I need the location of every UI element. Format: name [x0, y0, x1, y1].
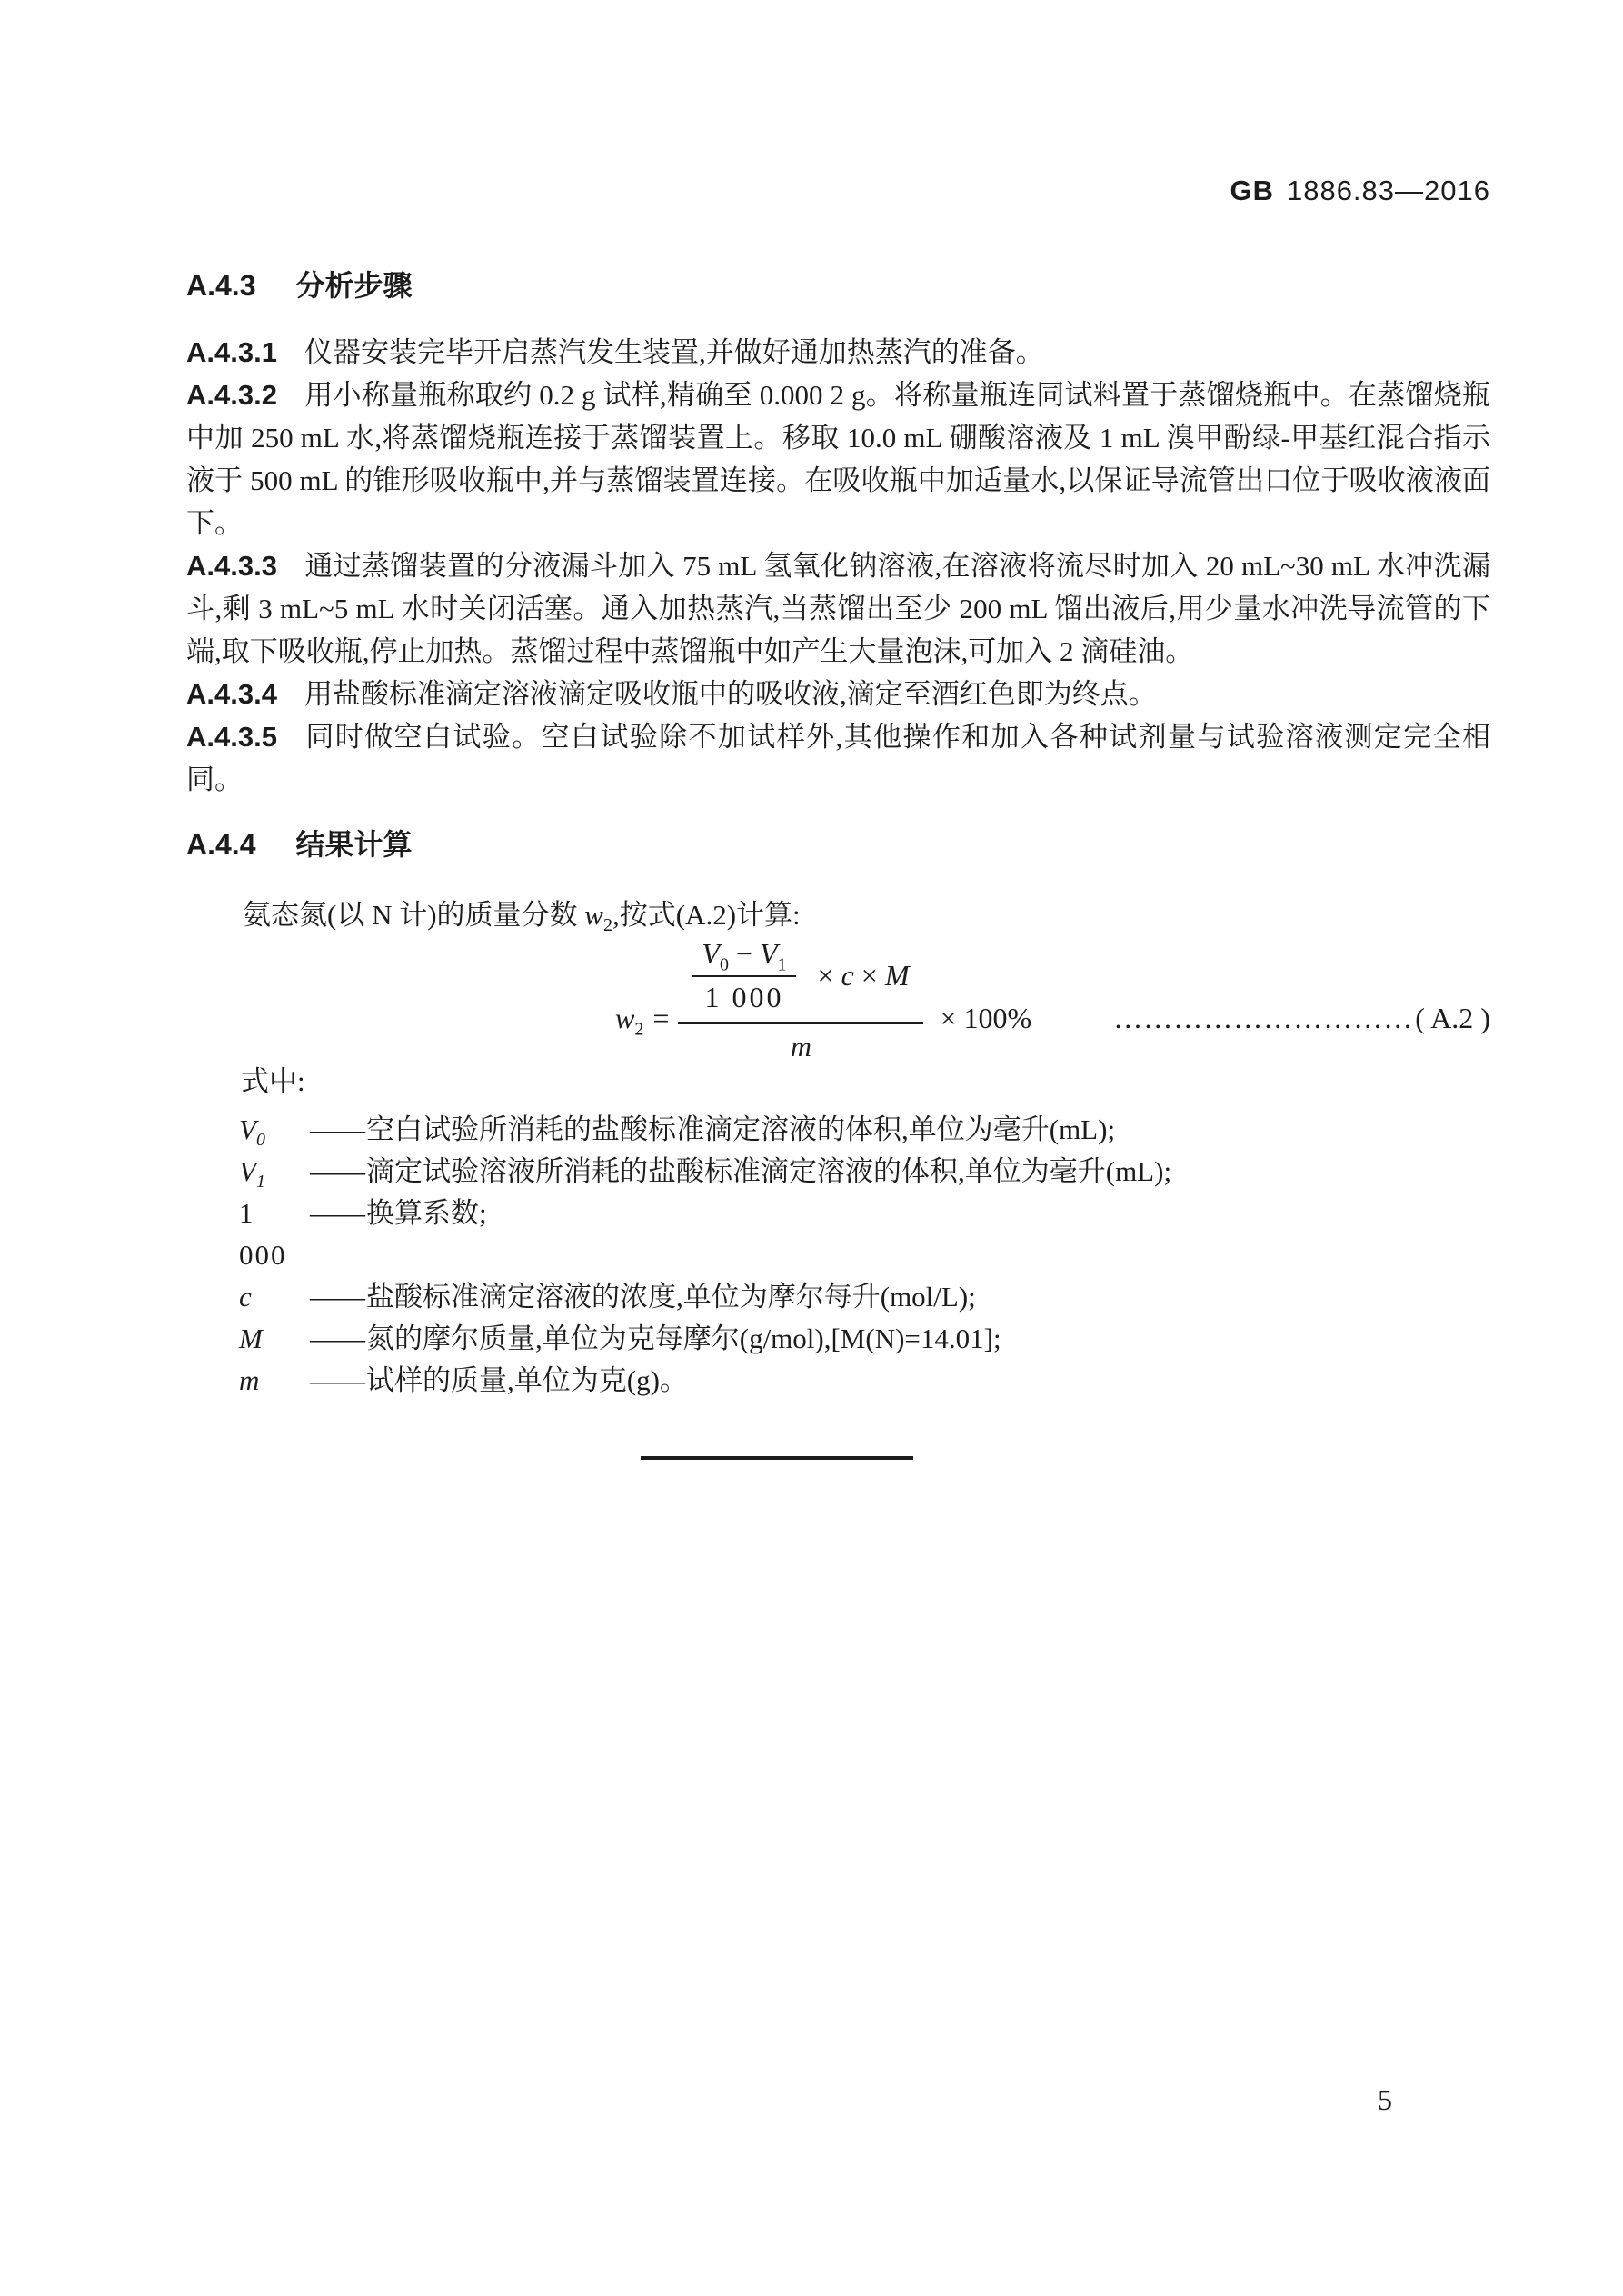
equation-label-a2: ( A.2 )	[1415, 1001, 1490, 1034]
section-number: A.4.4	[186, 828, 256, 861]
clause-text: 用小称量瓶称取约 0.2 g 试样,精确至 0.000 2 g。将称量瓶连同试料置于蒸馏烧瓶中。在蒸馏烧瓶中加 250 mL 水,将蒸馏烧瓶连接于蒸馏装置上。移取 10.0 mL 硼酸溶液及 1 mL 溴甲酚绿-甲基红混合指示液于 500 mL 的锥形吸收瓶中,并与蒸馏装置连接。在吸收瓶中加适量水,以保证导流管出口位于吸收液液面下。	[186, 379, 1490, 539]
clause-text: 仪器安装完毕开启蒸汽发生装置,并做好通加热蒸汽的准备。	[304, 336, 1044, 368]
definition-row-1000	[186, 1193, 1490, 1276]
formula-intro	[186, 893, 1490, 936]
clause-number: A.4.3.2	[186, 379, 277, 411]
definition-dash: ——	[310, 1155, 364, 1187]
outer-numerator	[678, 937, 923, 1024]
definition-text: 换算系数;	[366, 1197, 487, 1229]
section-title: 结果计算	[295, 828, 413, 861]
times-c-times-M	[811, 959, 910, 993]
multiply-sign: ×	[861, 958, 878, 992]
clause-text: 同时做空白试验。空白试验除不加试样外,其他操作和加入各种试剂量与试验溶液测定完全相同。	[186, 721, 1490, 795]
clause-a432	[186, 374, 1490, 544]
clause-a433	[186, 544, 1490, 673]
dotted-leader: …………………………	[1113, 1001, 1414, 1034]
standard-code-number: 1886.83—2016	[1286, 175, 1490, 206]
multiply-sign: ×	[940, 1001, 957, 1034]
formula-lhs	[615, 1001, 678, 1039]
outer-denominator-m: m	[790, 1029, 812, 1063]
section-heading-a43	[186, 267, 1490, 304]
symbol-definition-list	[186, 1109, 1490, 1402]
clause-a431	[186, 331, 1490, 374]
times-100-percent	[932, 1002, 1031, 1035]
outer-fraction	[678, 937, 923, 1063]
clause-a435	[186, 715, 1490, 801]
clause-text: 通过蒸馏装置的分液漏斗加入 75 mL 氢氧化钠溶液,在溶液将流尽时加入 20 mL~30 mL 水冲洗漏斗,剩 3 mL~5 mL 水时关闭活塞。通入加热蒸汽,当蒸馏出至少 200 mL 馏出液后,用少量水冲洗导流管的下端,取下吸收瓶,停止加热。蒸馏过程中蒸馏瓶中如产生大量泡沫,可加入 2 滴硅油。	[186, 550, 1490, 667]
inner-numerator	[692, 937, 795, 977]
equals-sign: =	[652, 1001, 670, 1034]
symbol-c: c	[239, 1281, 252, 1313]
subscript-1: 1	[777, 953, 787, 974]
definition-text: 氮的摩尔质量,单位为克每摩尔(g/mol),[M(N)=14.01];	[366, 1323, 1001, 1354]
page-number: 5	[1378, 2083, 1392, 2116]
clause-number: A.4.3.5	[186, 721, 277, 753]
definition-text: 盐酸标准滴定溶液的浓度,单位为摩尔每升(mol/L);	[366, 1281, 976, 1313]
subscript-0: 0	[719, 953, 729, 974]
definition-dash: ——	[310, 1323, 364, 1354]
section-title: 分析步骤	[295, 269, 413, 302]
clause-list	[186, 331, 1490, 801]
variable-V0: V	[702, 936, 720, 970]
running-header	[186, 0, 1490, 207]
end-of-text-divider	[641, 1456, 913, 1460]
symbol-V1: $V_1$	[239, 1155, 265, 1193]
definition-row-c	[186, 1276, 1490, 1318]
minus-sign: −	[735, 936, 752, 970]
section-heading-a44	[186, 826, 1490, 863]
definition-row-v1	[186, 1151, 1490, 1193]
variable-c: c	[841, 958, 854, 992]
symbol-M: M	[239, 1323, 263, 1354]
definition-row-M	[186, 1318, 1490, 1360]
definition-row-m	[186, 1360, 1490, 1402]
definition-row-v0	[186, 1109, 1490, 1151]
clause-number: A.4.3.1	[186, 336, 277, 368]
section-number: A.4.3	[186, 269, 256, 302]
standard-code-prefix: GB	[1230, 175, 1274, 206]
definition-dash: ——	[310, 1281, 364, 1313]
symbol-m: m	[239, 1364, 260, 1396]
variable-w2-subscript: 2	[602, 915, 612, 936]
multiply-sign: ×	[817, 958, 834, 992]
symbol-V0: $V_0$	[239, 1113, 265, 1151]
definition-text: 滴定试验溶液所消耗的盐酸标准滴定溶液的体积,单位为毫升(mL);	[366, 1155, 1172, 1187]
variable-M: M	[884, 958, 910, 992]
definition-dash: ——	[310, 1113, 364, 1145]
subscript-2: 2	[634, 1018, 644, 1039]
definition-dash: ——	[310, 1197, 364, 1229]
where-label: 式中:	[241, 1065, 305, 1097]
inner-fraction	[692, 937, 795, 1014]
definition-text: 空白试验所消耗的盐酸标准滴定溶液的体积,单位为毫升(mL);	[366, 1113, 1116, 1145]
clause-number: A.4.3.4	[186, 678, 277, 710]
variable-w2: w	[584, 899, 603, 931]
clause-text: 用盐酸标准滴定溶液滴定吸收瓶中的吸收液,滴定至酒红色即为终点。	[304, 678, 1157, 710]
variable-w: w	[615, 1001, 635, 1034]
symbol-1000: 1 000	[239, 1197, 287, 1271]
inner-denominator: 1 000	[704, 980, 784, 1013]
variable-V1: V	[759, 936, 778, 970]
definition-text: 试样的质量,单位为克(g)。	[366, 1364, 688, 1396]
factor-100-percent: 100%	[963, 1001, 1032, 1034]
clause-number: A.4.3.3	[186, 550, 277, 582]
clause-a434	[186, 673, 1490, 715]
formula-a2	[615, 936, 1490, 1063]
intro-text-pre: 氨态氮(以 N 计)的质量分数	[243, 899, 585, 931]
intro-text-post: ,按式(A.2)计算:	[612, 899, 801, 931]
definition-dash: ——	[310, 1364, 364, 1396]
